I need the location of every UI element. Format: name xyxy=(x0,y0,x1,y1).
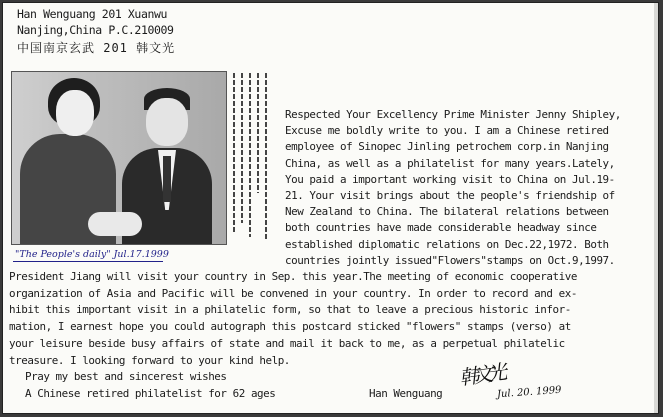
letter-line: New Zealand to China. The bilateral relations between xyxy=(285,205,609,219)
letter-line: employee of Sinopec Jinling petrochem corp.in Nanjing xyxy=(285,140,609,154)
signature-chinese: 韩文光 xyxy=(457,360,503,390)
closing-philatelist: A Chinese retired philatelist for 62 ages xyxy=(25,387,276,400)
letter-line: countries jointly issued"Flowers"stamps on Oct.9,1997. xyxy=(285,253,615,267)
photo-handwritten-caption: "The People's daily" Jul.17.1999 xyxy=(15,249,169,260)
closing-wishes: Pray my best and sincerest wishes xyxy=(25,370,227,383)
sender-city-line: Nanjing,China P.C.210009 xyxy=(17,23,174,37)
letter-line: treasure. I looking forward to your kind help. xyxy=(9,353,290,367)
letter-line: President Jiang will visit your country in Sep. this year.The meeting of economic cooperative xyxy=(9,270,577,283)
letter-line: established diplomatic relations on Dec.22,1972. Both xyxy=(285,237,609,251)
letter-line: Excuse me boldly write to you. I am a Chinese retired xyxy=(285,124,609,138)
signature-date: Jul. 20. 1999 xyxy=(496,384,562,401)
letter-line: 21. Your visit brings about the people's friendship of xyxy=(285,189,615,202)
letter-line: your leisure beside busy affairs of state and mail it back to me, as a perpetual philatelic xyxy=(9,336,565,350)
caption-underline xyxy=(13,261,163,262)
postcard xyxy=(2,2,659,414)
letter-line: China, as well as a philatelist for many years.Lately, xyxy=(285,156,615,170)
sender-name-line: Han Wenguang 201 Xuanwu xyxy=(17,7,168,21)
signature-name: Han Wenguang xyxy=(369,387,443,400)
letter-line: Respected Your Excellency Prime Minister Jenny Shipley, xyxy=(285,108,621,121)
letter-line: organization of Asia and Pacific will be convened in your country. In order to record and ex- xyxy=(9,286,577,300)
handshake xyxy=(88,212,142,236)
sender-chinese-line: 中国南京玄武 201 韩文光 xyxy=(17,41,176,55)
newspaper-caption-columns xyxy=(229,73,273,241)
letter-line: hibit this important visit in a philatelic form, so that to leave a precious historic infor- xyxy=(9,303,571,317)
letter-line: You paid a important working visit to China on Jul.19- xyxy=(285,172,615,186)
letter-line: mation, I earnest hope you could autograph this postcard sticked "flowers" stamps (verso) at xyxy=(9,320,571,334)
newspaper-photo xyxy=(11,71,227,245)
letter-line: both countries have made considerable headway since xyxy=(285,221,597,235)
